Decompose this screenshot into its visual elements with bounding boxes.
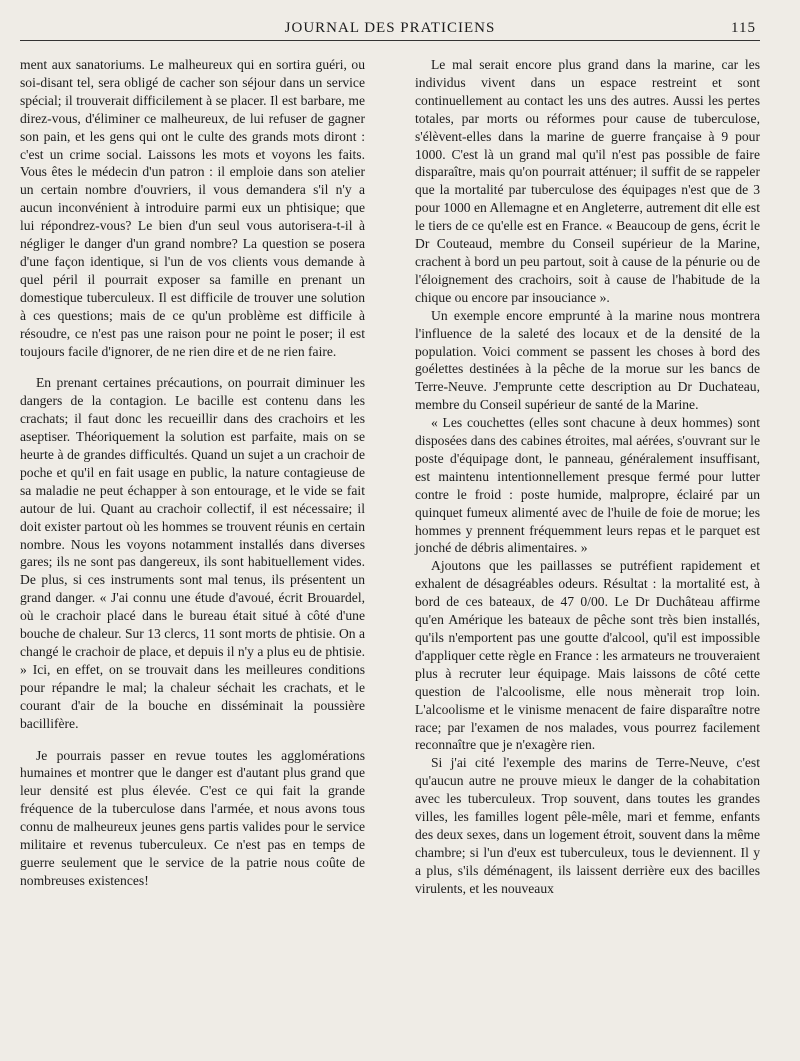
paragraph: En prenant certaines précautions, on pourrait diminuer les dangers de la contagion. Le bacille est contenu dans les crachats; il faut donc les recueillir dans des crachoirs et les aseptiser. Théoriquement la solution est parfaite, mais on se heurte à de grandes difficultés. Quand un sujet a un crachoir de poche et qu'il en fait usage en public, la nature contagieuse de sa maladie ne peut échapper à son entourage, et le vide se fait autour de lui. Quant au crachoir collectif, il est nécessaire; il doit exister partout où les hommes se trouvent réunis en certain nombre. Nous les voyons notamment installés dans diverses gares; ils ne sont pas dangereux, ils sont habituellement vides. De plus, si ces instruments sont mal tenus, ils présentent un grand danger. « J'ai connu une étude d'avoué, écrit Brouardel, où le crachoir placé dans le bureau était situé à côté d'une bouche de chaleur. Sur 13 clercs, 11 sont morts de phtisie. On a changé le crachoir de place, et depuis il n'y a plus eu de phtisie. » Ici, en effet, on se trouvait dans les meilleures conditions pour répandre le mal; la chaleur séchait les crachats, et le courant d'air de la bouche en disséminait la poussière bacillifère.	[20, 375, 365, 731]
paragraph: Ajoutons que les paillasses se putréfient rapidement et exhalent de désagréables odeurs. Résultat : la mortalité est, à bord de ces bateaux, de 47 0/00. Le Dr Duchâteau affirme qu'en Amérique les bateaux de pêche sont très bien installés, qu'ils n'emportent pas une goutte d'alcool, qu'il est impossible d'appliquer cette règle en France : les armateurs ne trouveraient plus à recruter leur équipage. Mais laissons de côté cette question de l'alcoolisme, elle nous mènerait trop loin. L'alcoolisme et le vinisme menacent de faire disparaître notre race; par l'examen de nos malades, vous pourrez facilement reconnaître que je n'exagère rien.	[415, 558, 760, 753]
running-header	[20, 20, 760, 41]
left-column	[20, 56, 365, 898]
paragraph: Un exemple encore emprunté à la marine nous montrera l'influence de la saleté des locaux et de la densité de la population. Voici comment se passent les choses à bord des goélettes destinées à la pêche de la morue sur les bancs de Terre-Neuve. J'emprunte cette description au Dr Duchateau, membre du Conseil supérieur de santé de la Marine.	[415, 307, 760, 413]
paragraph: ment aux sanatoriums. Le malheureux qui en sortira guéri, ou soi-disant tel, sera obligé de cacher son séjour dans un service spécial; il trouverait difficilement à se placer. Il est barbare, me direz-vous, d'éliminer ce malheureux, de lui refuser de gagner son pain, et les gens qui ont le culte des grands mots diront : c'est un crime social. Laissons les mots et voyons les faits. Vous êtes le médecin d'un patron : il emploie dans son atelier un certain nombre d'ouvriers, il vous demandera s'il n'y a aucun inconvénient à introduire parmi eux un phtisique; que lui répondrez-vous? Le bien d'un seul vous autorisera-t-il à négliger le danger d'un grand nombre? La question se posera d'une façon identique, si l'un de vos clients vous demande à quel péril il pourrait exposer sa famille en prenant un domestique tuberculeux. Il est difficile de trouver une solution à ces questions; mais de ce qu'un problème est difficile à résoudre, ce n'est pas une raison pour ne point le poser; il est toujours facile d'ignorer, de ne rien dire et de ne rien faire.	[20, 57, 365, 359]
paragraph: Je pourrais passer en revue toutes les agglomérations humaines et montrer que le danger est d'autant plus grand que leur densité est plus élevée. C'est ce qui fait la grande fréquence de la tuberculose dans l'armée, et nous avons tous connu de malheureux jeunes gens partis valides pour le service militaire et revenus tuberculeux. Ce n'est pas en temps de guerre seulement que le service de la patrie nous coûte de nombreuses existences!	[20, 747, 365, 888]
paragraph: Si j'ai cité l'exemple des marins de Terre-Neuve, c'est qu'aucun autre ne prouve mieux le danger de la cohabitation avec les tuberculeux. Trop souvent, dans toutes les grandes villes, les familles logent pêle-mêle, mari et femme, enfants des deux sexes, dans un logement étroit, souvent dans la même chambre; si l'un d'eux est tuberculeux, tous le deviennent. Il y a plus, s'ils déménagent, ils laissent derrière eux des bacilles virulents, et les nouveaux	[415, 755, 760, 896]
text-columns	[20, 56, 760, 898]
page-number: 115	[731, 20, 756, 36]
paragraph: « Les couchettes (elles sont chacune à deux hommes) sont disposées dans des cabines étroites, mal aérées, s'ouvrant sur le poste d'équipage dont, le panneau, généralement insuffisant, est maintenu intentionnellement presque fermé pour lutter contre le froid : poste humide, malpropre, éclairé par un quinquet fumeux alimenté avec de l'huile de foie de morue; les hommes y prennent fréquemment leurs repas et le parquet est jonché de débris alimentaires. »	[415, 415, 760, 556]
journal-title: JOURNAL DES PRATICIENS	[284, 20, 496, 36]
right-column	[415, 56, 760, 898]
paragraph: Le mal serait encore plus grand dans la marine, car les individus vivent dans un espace restreint et sont continuellement au contact les uns des autres. Aussi les pertes totales, par morts ou réformes pour cause de tuberculose, s'élèvent-elles dans la marine de guerre française à 9 pour 1000. C'est là un grand mal qu'il n'est pas possible de faire disparaître, mais qu'on pourrait atténuer; il suffit de se rappeler que la mortalité par tuberculose des équipages n'est que de 3 pour 1000 en Allemagne et en Angleterre, autrement dit elle est le tiers de ce qu'elle est en France. « Beaucoup de gens, écrit le Dr Couteaud, membre du Conseil supérieur de la Marine, crachent à bord un peu partout, soit à cause de la pénurie ou de l'éloignement des crachoirs, soit à cause de l'habitude de la chique ou encore par insouciance ».	[415, 57, 760, 305]
